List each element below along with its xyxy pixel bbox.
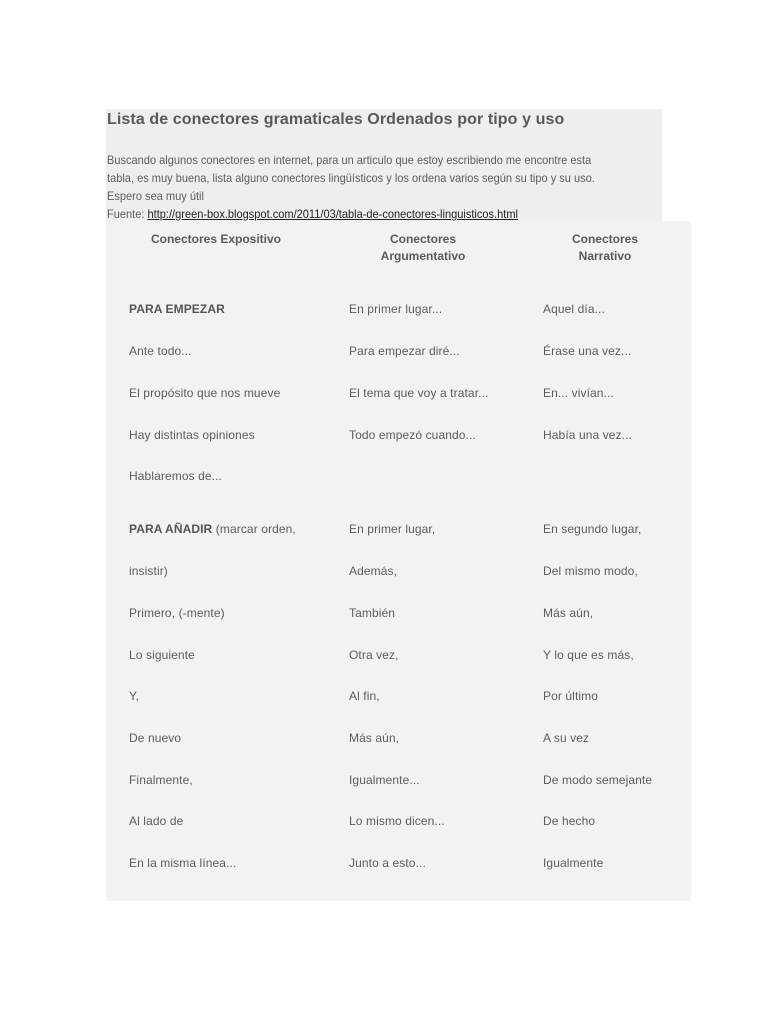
table-cell: Además,	[349, 564, 398, 578]
table-cell: Y,	[129, 689, 139, 703]
table-cell: A su vez	[543, 731, 590, 745]
intro-line: Espero sea muy útil	[107, 189, 204, 203]
table-cell: Lo siguiente	[129, 648, 195, 662]
source-label: Fuente:	[107, 207, 148, 221]
table-cell: Aquel día...	[543, 302, 605, 316]
source-link[interactable]: http://green-box.blogspot.com/2011/03/tabla-de-conectores-linguisticos.html	[147, 207, 518, 221]
table-cell: insistir)	[129, 564, 168, 578]
column-header-line: Conectores	[389, 232, 457, 246]
table-cell: Igualmente	[543, 856, 604, 870]
intro-text	[107, 151, 631, 223]
table-cell: Primero, (-mente)	[129, 606, 225, 620]
table-cell: Hay distintas opiniones	[129, 428, 255, 442]
intro-line: tabla, es muy buena, lista alguno conectores lingüísticos y los ordena varios según su tipo y su uso.	[107, 171, 595, 185]
table-cell: Ante todo...	[129, 344, 192, 358]
column-header-line: Narrativo	[578, 249, 632, 263]
table-cell: Por último	[543, 689, 599, 703]
table-cell: También	[349, 606, 396, 620]
section-heading-label: PARA AÑADIR	[129, 522, 213, 536]
table-cell: De nuevo	[129, 731, 182, 745]
table-cell: Al lado de	[129, 814, 184, 828]
table-cell: En segundo lugar,	[543, 522, 642, 536]
table-cell: Otra vez,	[349, 648, 399, 662]
section-heading-note: (marcar orden,	[212, 522, 296, 536]
table-cell: En... vivían...	[543, 386, 614, 400]
column-header-line: Conectores	[571, 232, 639, 246]
table-cell: Todo empezó cuando...	[349, 428, 476, 442]
table-cell: Había una vez...	[543, 428, 632, 442]
page-title: Lista de conectores gramaticales Ordenados por tipo y uso	[107, 111, 565, 128]
table-cell: Finalmente,	[129, 773, 193, 787]
column-header	[515, 231, 695, 265]
intro-line: Buscando algunos conectores en internet, para un articulo que estoy escribiendo me encontre esta	[107, 153, 592, 167]
column-header-line: Conectores Expositivo	[150, 232, 282, 246]
table-cell: Érase una vez...	[543, 344, 632, 358]
section-heading-label: PARA EMPEZAR	[129, 302, 225, 316]
table-cell: El tema que voy a tratar...	[349, 386, 489, 400]
table-cell: Para empezar diré...	[349, 344, 460, 358]
column-header-line: Argumentativo	[380, 249, 466, 263]
table-cell: Del mismo modo,	[543, 564, 638, 578]
table-cell: Lo mismo dicen...	[349, 814, 445, 828]
table-cell: Más aún,	[543, 606, 594, 620]
connectors-table	[106, 221, 691, 901]
table-cell: Y lo que es más,	[543, 648, 634, 662]
table-cell: Al fin,	[349, 689, 380, 703]
table-cell: De modo semejante	[543, 773, 653, 787]
table-cell: Igualmente...	[349, 773, 420, 787]
section-heading	[129, 302, 225, 316]
section-heading	[129, 522, 296, 536]
table-cell: Más aún,	[349, 731, 400, 745]
column-header	[126, 231, 306, 248]
table-cell: En primer lugar,	[349, 522, 436, 536]
table-cell: Hablaremos de...	[129, 469, 222, 483]
table-cell: El propósito que nos mueve	[129, 386, 281, 400]
table-cell: De hecho	[543, 814, 596, 828]
column-header	[333, 231, 513, 265]
table-cell: En la misma línea...	[129, 856, 237, 870]
table-cell: En primer lugar...	[349, 302, 443, 316]
table-cell: Junto a esto...	[349, 856, 426, 870]
